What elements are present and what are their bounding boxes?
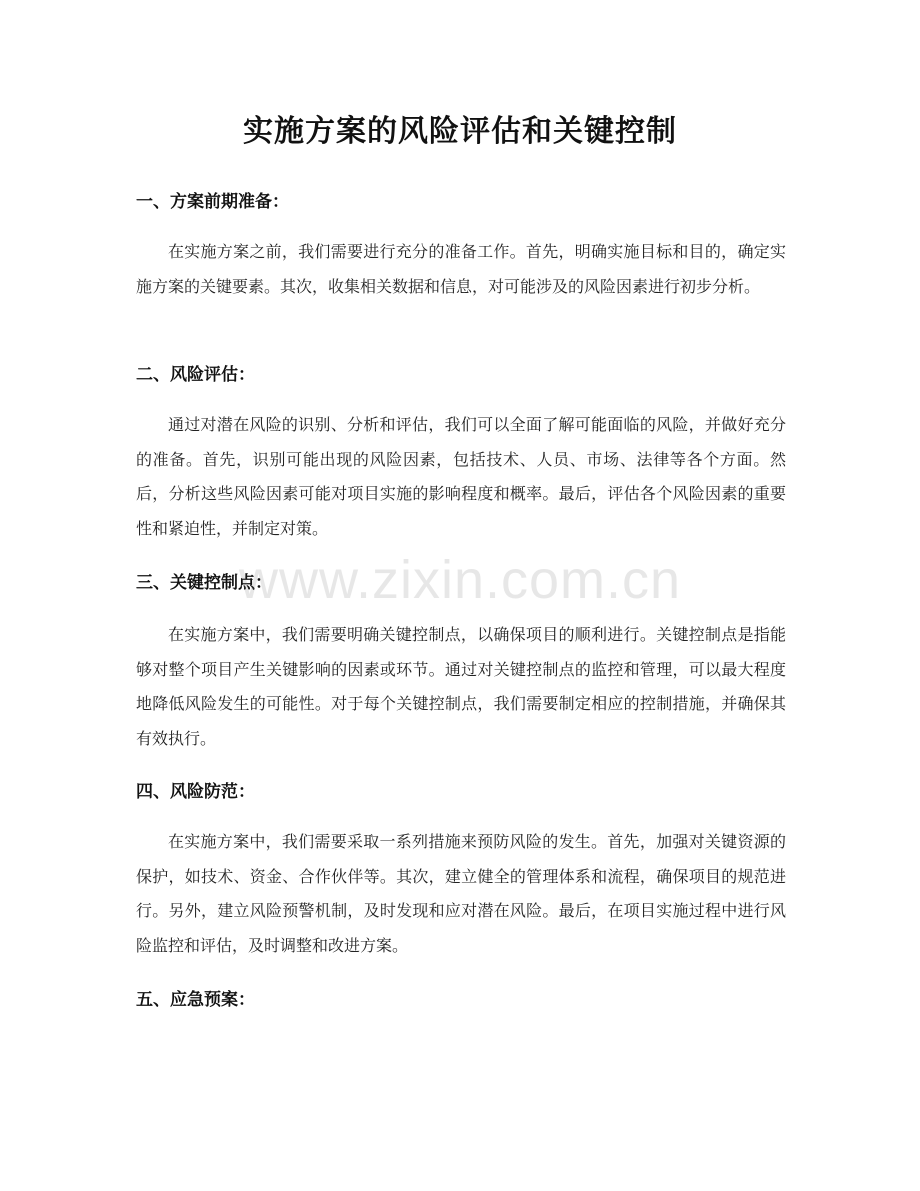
page-title: 实施方案的风险评估和关键控制 xyxy=(243,114,677,149)
section-heading-preparation: 一、方案前期准备： xyxy=(136,192,289,212)
section-heading-key-control-points: 三、关键控制点： xyxy=(136,573,272,593)
section-paragraph-risk-assessment: 通过对潜在风险的识别、分析和评估，我们可以全面了解可能面临的风险，并做好充分的准备。首先，识别可能出现的风险因素，包括技术、人员、市场、法律等各个方面。然后，分析这些风险因素可能对项目实施的影响程度和概率。最后，评估各个风险因素的重要性和紧迫性，并制定对策。 xyxy=(136,415,786,538)
section-heading-risk-prevention: 四、风险防范： xyxy=(136,782,255,802)
watermark-text: www.zixin.com.cn xyxy=(238,550,682,610)
section-heading-risk-assessment: 二、风险评估： xyxy=(136,365,255,385)
section-paragraph-risk-prevention: 在实施方案中，我们需要采取一系列措施来预防风险的发生。首先，加强对关键资源的保护，如技术、资金、合作伙伴等。其次，建立健全的管理体系和流程，确保项目的规范进行。另外，建立风险预警机制，及时发现和应对潜在风险。最后，在项目实施过程中进行风险监控和评估，及时调整和改进方案。 xyxy=(136,832,786,955)
section-paragraph-key-control-points: 在实施方案中，我们需要明确关键控制点，以确保项目的顺利进行。关键控制点是指能够对整个项目产生关键影响的因素或环节。通过对关键控制点的监控和管理，可以最大程度地降低风险发生的可能性。对于每个关键控制点，我们需要制定相应的控制措施，并确保其有效执行。 xyxy=(136,625,786,748)
section-paragraph-preparation: 在实施方案之前，我们需要进行充分的准备工作。首先，明确实施目标和目的，确定实施方案的关键要素。其次，收集相关数据和信息，对可能涉及的风险因素进行初步分析。 xyxy=(136,242,786,296)
section-heading-emergency-plan: 五、应急预案： xyxy=(136,990,255,1010)
